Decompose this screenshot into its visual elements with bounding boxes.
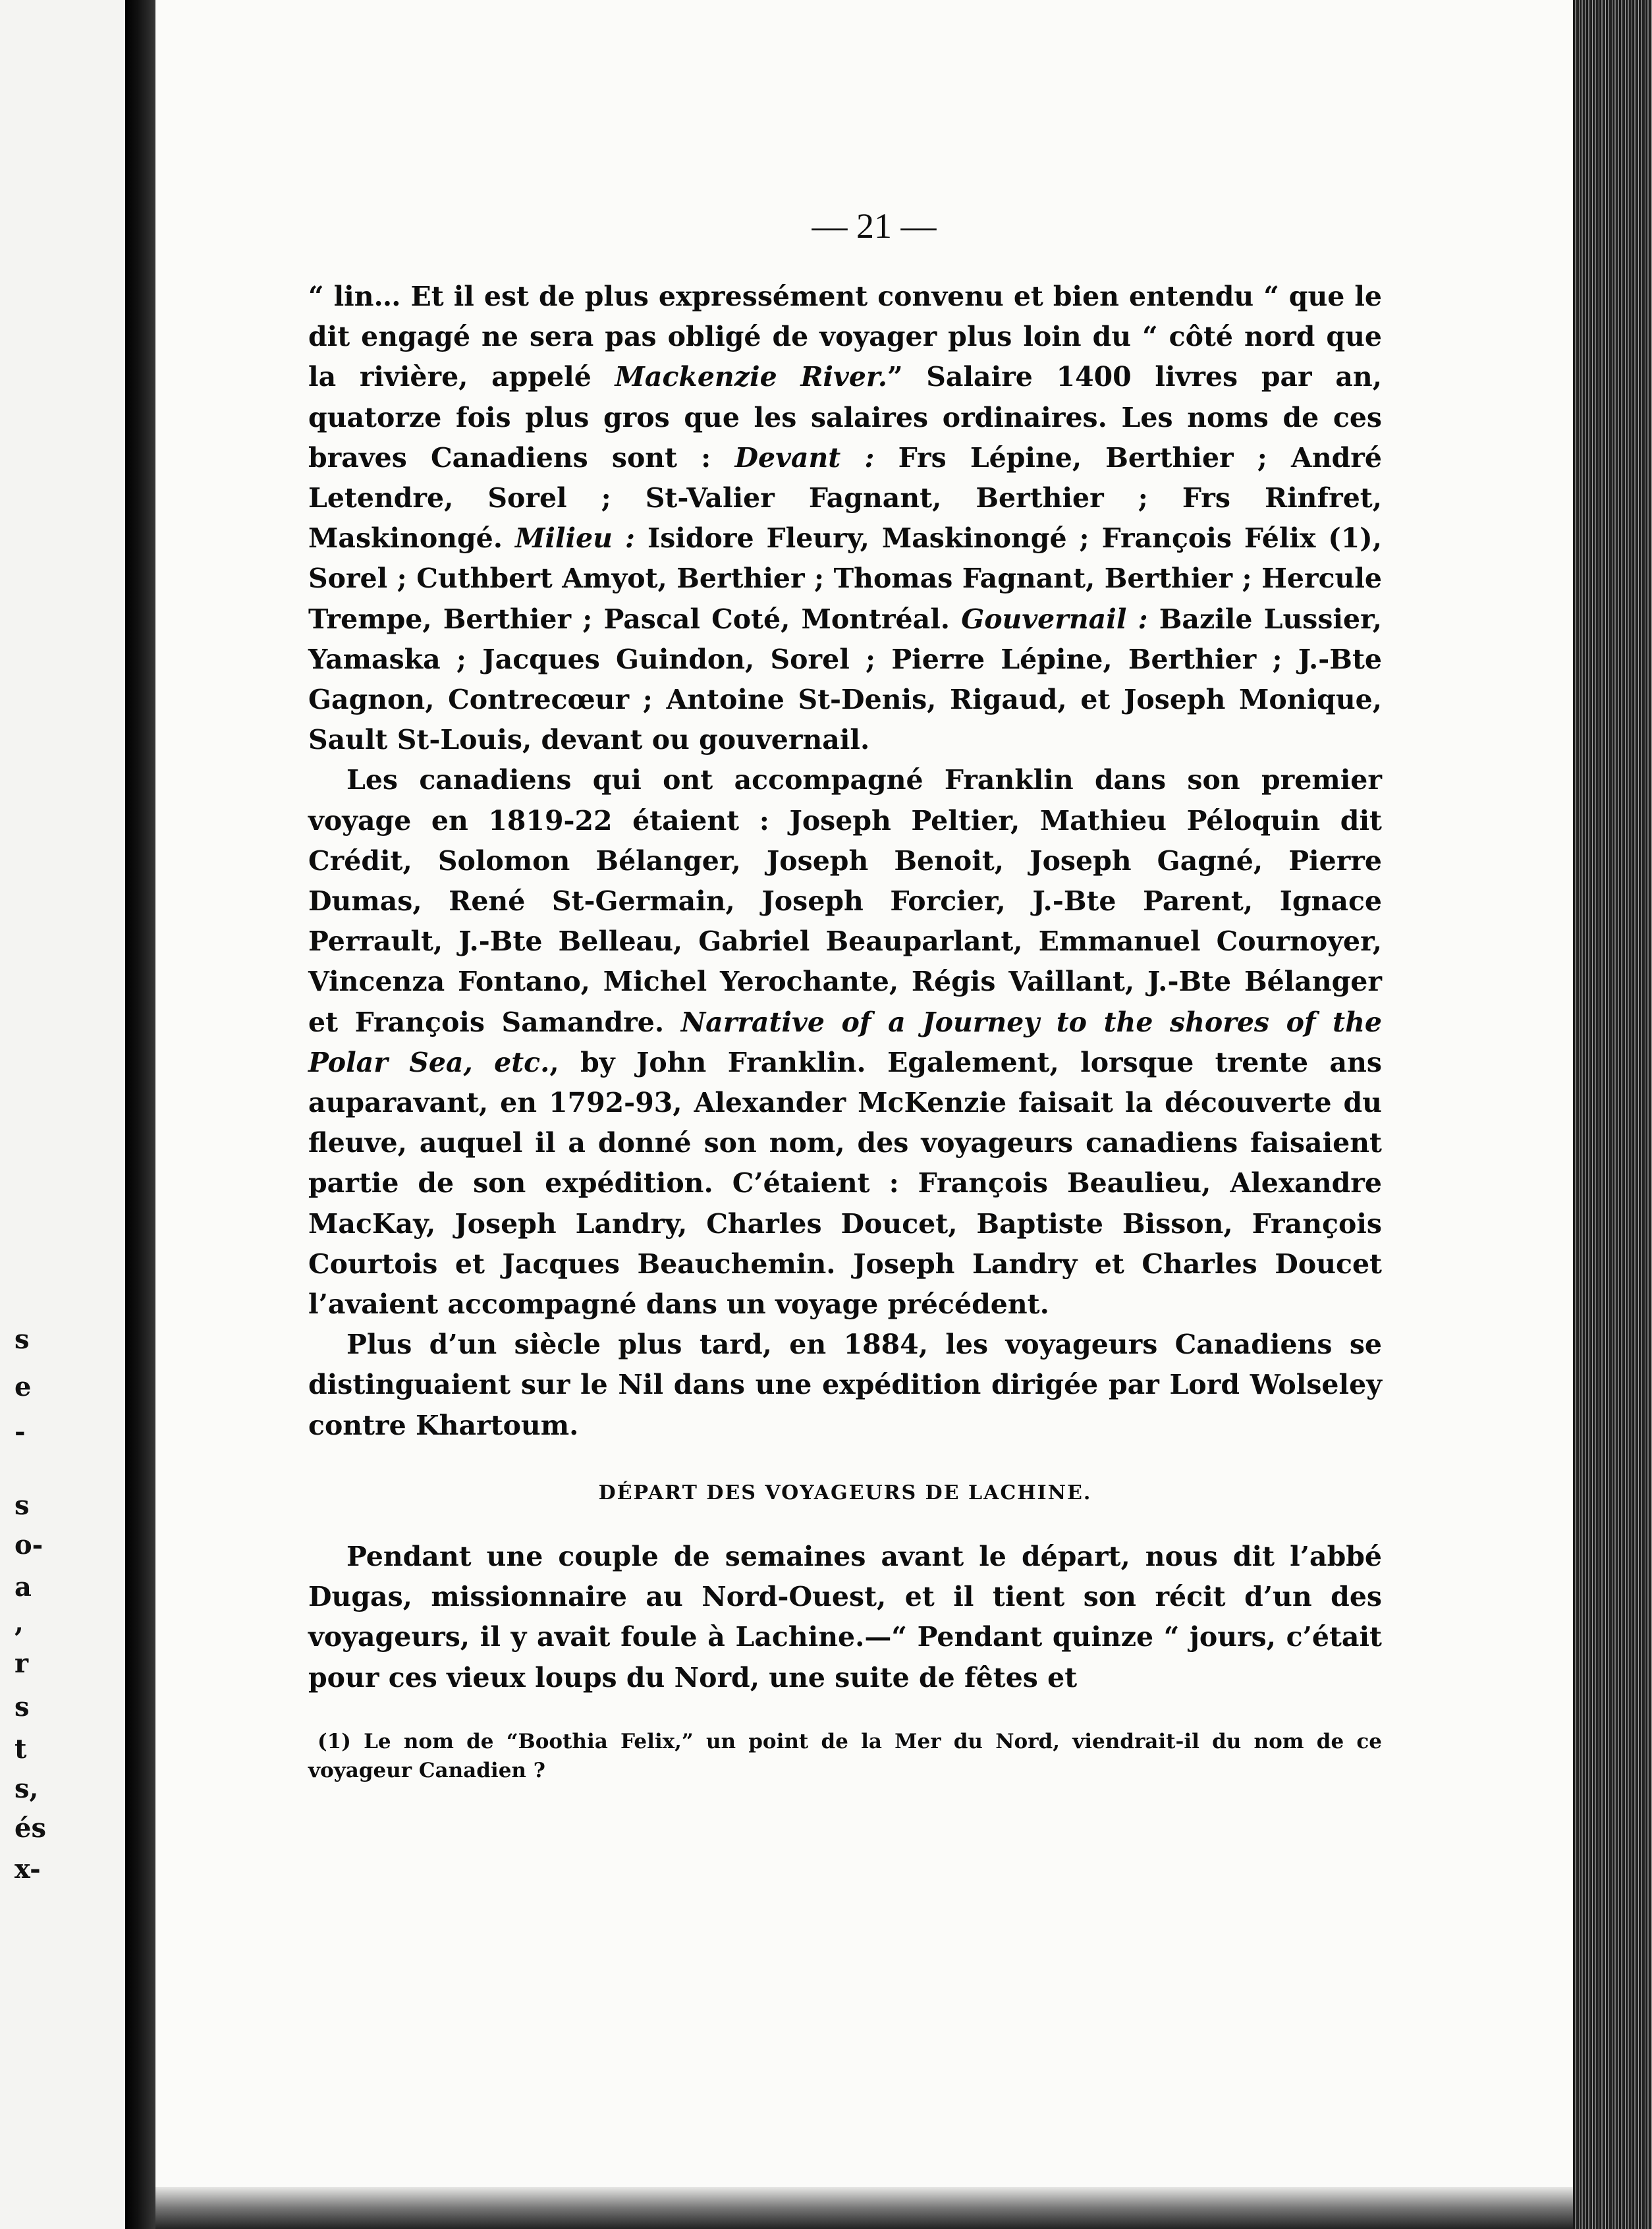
text-run: Les canadiens qui ont accompagné Franklin dans son premier voyage en 1819-22 étaient : Joseph Peltier, Mathieu Péloquin dit Crédit, Solomon Bélanger, Joseph Benoit, Joseph Gagné, Pierre Dumas, René St-Germain, Joseph Forcier, J.-Bte Parent, Ignace Perrault, J.-Bte Belleau, Gabriel Beauparlant, Emmanuel Cournoyer, Vincenza Fontano, Michel Yerochante, Régis Vaillant, J.-Bte Bélanger et François Samandre. bbox=[308, 764, 1382, 1038]
bleed-letter: s, bbox=[14, 1773, 39, 1804]
adjacent-page-strip bbox=[0, 0, 132, 2229]
paragraph-departure: Pendant une couple de semaines avant le départ, nous dit l’abbé Dugas, missionnaire au Nord-Ouest, et il tient son récit d’un des voyageurs, il y avait foule à Lachine.—“ Pendant quinze “ jours, c’était pour ces vieux loups du Nord, une suite de fêtes et bbox=[308, 1540, 1382, 1693]
text-run: Bazile Lussier, Yamaska ; Jacques Guindon, Sorel ; Pierre Lépine, Berthier ; J.-Bte Gagnon, Contrecœur ; Antoine St-Denis, Rigaud, et Joseph Monique, Sault St-Louis, devant ou gouvernail. bbox=[308, 603, 1382, 756]
bleed-letter: és bbox=[14, 1813, 46, 1844]
bleed-letter: o- bbox=[14, 1529, 43, 1560]
body-text bbox=[308, 277, 1382, 1785]
book-page bbox=[155, 0, 1573, 2229]
text-run: , by John Franklin. Egalement, lorsque trente ans auparavant, en 1792-93, Alexander McKenzie faisait la découverte du fleuve, auquel il a donné son nom, des voyageurs canadiens faisaient partie de son expédition. C’étaient : François Beaulieu, Alexandre MacKay, Joseph Landry, Charles Doucet, Baptiste Bisson, François Courtois et Jacques Beauchemin. Joseph Landry et Charles Doucet l’avaient accompagné dans un voyage précédent. bbox=[308, 1046, 1382, 1321]
bleed-letter: - bbox=[14, 1416, 26, 1447]
right-page-stack bbox=[1573, 0, 1652, 2229]
text-run: ” Salaire 1400 livres par an, quatorze fois plus gros que les salaires ordinaires. Les noms de ces braves Canadiens sont : bbox=[308, 361, 1383, 474]
text-run: Frs Lépine, Berthier ; André Letendre, Sorel ; St-Valier Fagnant, Berthier ; Frs Rinfret, Maskinongé. bbox=[308, 441, 1382, 555]
text-run: “ lin… Et il est de plus expressément convenu et bien entendu “ que le dit engagé ne sera pas obligé de voyager plus loin du “ côté nord que la rivière, appelé bbox=[308, 281, 1382, 393]
bleed-letter: r bbox=[14, 1648, 29, 1679]
italic-milieu: Milieu : bbox=[514, 522, 636, 555]
paragraph-franklin-voyage bbox=[308, 760, 1382, 1325]
bleed-letter: s bbox=[14, 1490, 30, 1521]
italic-devant: Devant : bbox=[734, 441, 875, 474]
bleed-letter: s bbox=[14, 1324, 30, 1355]
paragraph-engagement-contract bbox=[308, 277, 1382, 760]
bleed-letter: t bbox=[14, 1734, 27, 1765]
italic-mackenzie-river: Mackenzie River. bbox=[615, 361, 888, 393]
paragraph-nile-expedition: Plus d’un siècle plus tard, en 1884, les voyageurs Canadiens se distinguaient sur le Nil dans une expédition dirigée par Lord Wolseley contre Khartoum. bbox=[308, 1329, 1382, 1441]
bleed-letter: a bbox=[14, 1572, 32, 1603]
bleed-letter: , bbox=[14, 1607, 24, 1638]
bleed-letter: s bbox=[14, 1692, 30, 1722]
gutter-shadow bbox=[125, 0, 157, 2229]
left-page-edge bbox=[0, 0, 132, 2229]
text-run: Isidore Fleury, Maskinongé ; François Félix (1), Sorel ; Cuthbert Amyot, Berthier ; Thomas Fagnant, Berthier ; Hercule Trempe, Berthier ; Pascal Coté, Montréal. bbox=[308, 522, 1382, 635]
page-number: — 21 — bbox=[812, 206, 937, 246]
bottom-page-edge bbox=[155, 2187, 1573, 2229]
section-heading: DÉPART DES VOYAGEURS DE LACHINE. bbox=[598, 1481, 1092, 1504]
italic-narrative-title: Narrative of a Journey to the shores of the Polar Sea, etc. bbox=[308, 1006, 1382, 1078]
bleed-letter: x- bbox=[14, 1854, 41, 1885]
footnote: (1) Le nom de “Boothia Felix,” un point de la Mer du Nord, viendrait-il du nom de ce voyageur Canadien ? bbox=[308, 1729, 1382, 1782]
italic-gouvernail: Gouvernail : bbox=[961, 603, 1148, 635]
bleed-letter: e bbox=[14, 1371, 32, 1402]
